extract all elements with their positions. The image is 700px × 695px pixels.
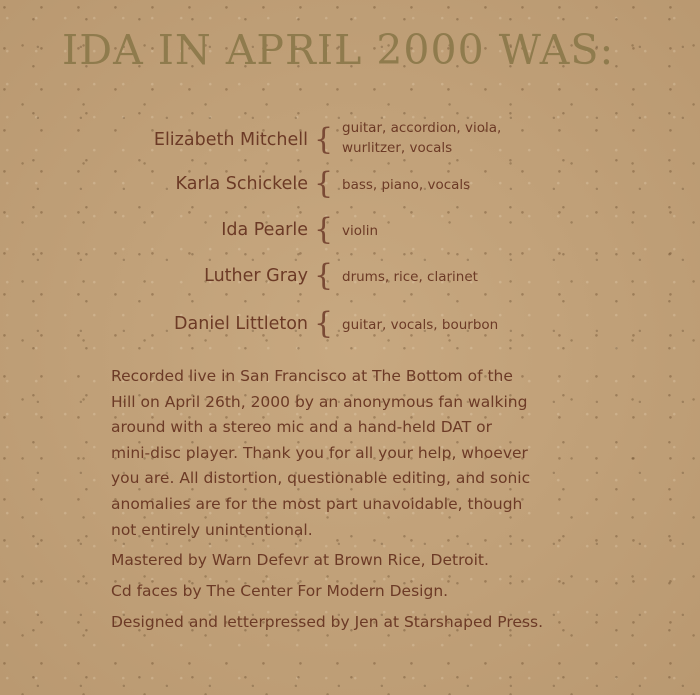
member-row (0, 212, 700, 262)
member-name: Elizabeth Mitchell (153, 130, 308, 150)
instrument-line: drums, rice, clarinet (342, 269, 478, 285)
member-instruments (342, 315, 498, 335)
instrument-line: violin (342, 223, 379, 239)
brace-glyph: { (314, 212, 334, 247)
brace-glyph: { (314, 122, 334, 157)
member-instruments (342, 267, 478, 287)
member-instruments (342, 221, 378, 241)
instrument-line: guitar, vocals, bourbon (342, 317, 499, 333)
member-name: Ida Pearle (221, 220, 308, 240)
liner-notes-line: anomalies are for the most part unavoidable, though (111, 494, 523, 513)
credit-design: Designed and letterpressed by Jen at Starshaped Press. (111, 613, 544, 631)
member-name: Luther Gray (204, 266, 308, 286)
liner-notes-line: mini-disc player. Thank you for all your help, whoever (111, 443, 528, 462)
liner-notes-line: around with a stereo mic and a hand-held DAT or (111, 418, 493, 437)
liner-notes-line: Hill on April 26th, 2000 by an anonymous fan walking (111, 392, 528, 411)
liner-notes-line: you are. All distortion, questionable editing, and sonic (111, 469, 531, 488)
instrument-line: wurlitzer, vocals (342, 140, 453, 156)
instrument-line: guitar, accordion, viola, (342, 120, 502, 136)
liner-notes (111, 364, 571, 543)
instrument-line: bass, piano, vocals (342, 177, 471, 193)
member-instruments (342, 118, 501, 158)
member-name: Daniel Littleton (174, 314, 308, 334)
liner-notes-line: not entirely unintentional. (111, 520, 313, 539)
member-row (0, 166, 700, 216)
credit-cd-faces: Cd faces by The Center For Modern Design. (111, 582, 449, 600)
page-title: IDA IN APRIL 2000 WAS: (62, 26, 615, 74)
member-instruments (342, 175, 470, 195)
brace-glyph: { (314, 166, 334, 201)
member-row (0, 118, 700, 162)
brace-glyph: { (314, 258, 334, 293)
credit-mastering: Mastered by Warn Defevr at Brown Rice, Detroit. (111, 551, 489, 569)
brace-glyph: { (314, 306, 334, 341)
member-row (0, 258, 700, 308)
member-name: Karla Schickele (175, 174, 308, 194)
member-row (0, 306, 700, 356)
liner-notes-line: Recorded live in San Francisco at The Bottom of the (111, 367, 513, 385)
